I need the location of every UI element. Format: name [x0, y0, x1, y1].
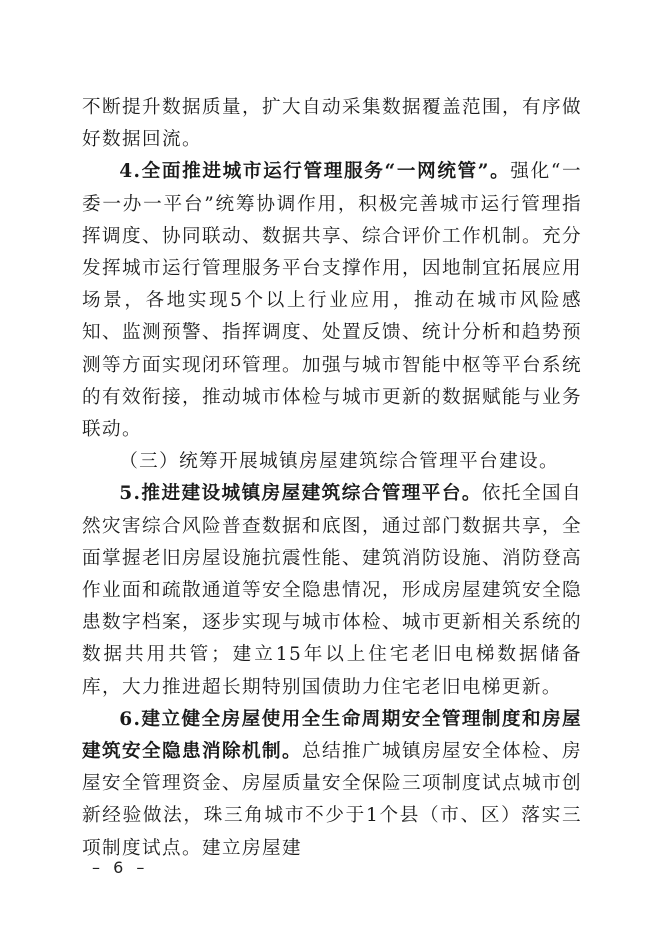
paragraph-item-6: [82, 704, 582, 865]
paragraph-continuation: [82, 92, 582, 156]
paragraph-item-4: [82, 156, 582, 446]
paragraph-text: 依托全国自然灾害综合风险普查数据和底图，通过部门数据共享，全面掌握老旧房屋设施抗震性能、建筑消防设施、消防登高作业面和疏散通道等安全隐患情况，形成房屋建筑安全隐患数字档案，逐步实现与城市体检、城市更新相关系统的数据共用共管；建立15年以上住宅老旧电梯数据储备库，大力推进超长期特别国债助力住宅老旧电梯更新。: [82, 483, 582, 698]
section-heading-text: （三）统筹开展城镇房屋建筑综合管理平台建设。: [119, 451, 560, 473]
item-4-heading: 4.全面推进城市运行管理服务“一网统管”。: [119, 161, 511, 183]
item-5-heading: 5.推进建设城镇房屋建筑综合管理平台。: [119, 483, 482, 505]
paragraph-text: 强化“一委一办一平台”统筹协调作用，积极完善城市运行管理指挥调度、协同联动、数据共享、综合评价工作机制。充分发挥城市运行管理服务平台支撑作用，因地制宜拓展应用场景，各地实现5个以上行业应用，推动在城市风险感知、监测预警、指挥调度、处置反馈、统计分析和趋势预测等方面实现闭环管理。加强与城市智能中枢等平台系统的有效衔接，推动城市体检与城市更新的数据赋能与业务联动。: [82, 161, 582, 441]
page-number: – 6 –: [92, 858, 149, 877]
paragraph-item-5: [82, 478, 582, 703]
body-text: [82, 92, 582, 865]
paragraph-text: 总结推广城镇房屋安全体检、房屋安全管理资金、房屋质量安全保险三项制度试点城市创新经验做法，珠三角城市不少于1个县（市、区）落实三项制度试点。建立房屋建: [82, 741, 582, 859]
paragraph-text: 不断提升数据质量，扩大自动采集数据覆盖范围，有序做好数据回流。: [82, 97, 582, 151]
item-6-heading: 6.建立健全房屋使用全生命周期安全管理制度和房屋建筑安全隐患消除机制。: [82, 708, 582, 763]
section-heading-3: [82, 446, 582, 478]
